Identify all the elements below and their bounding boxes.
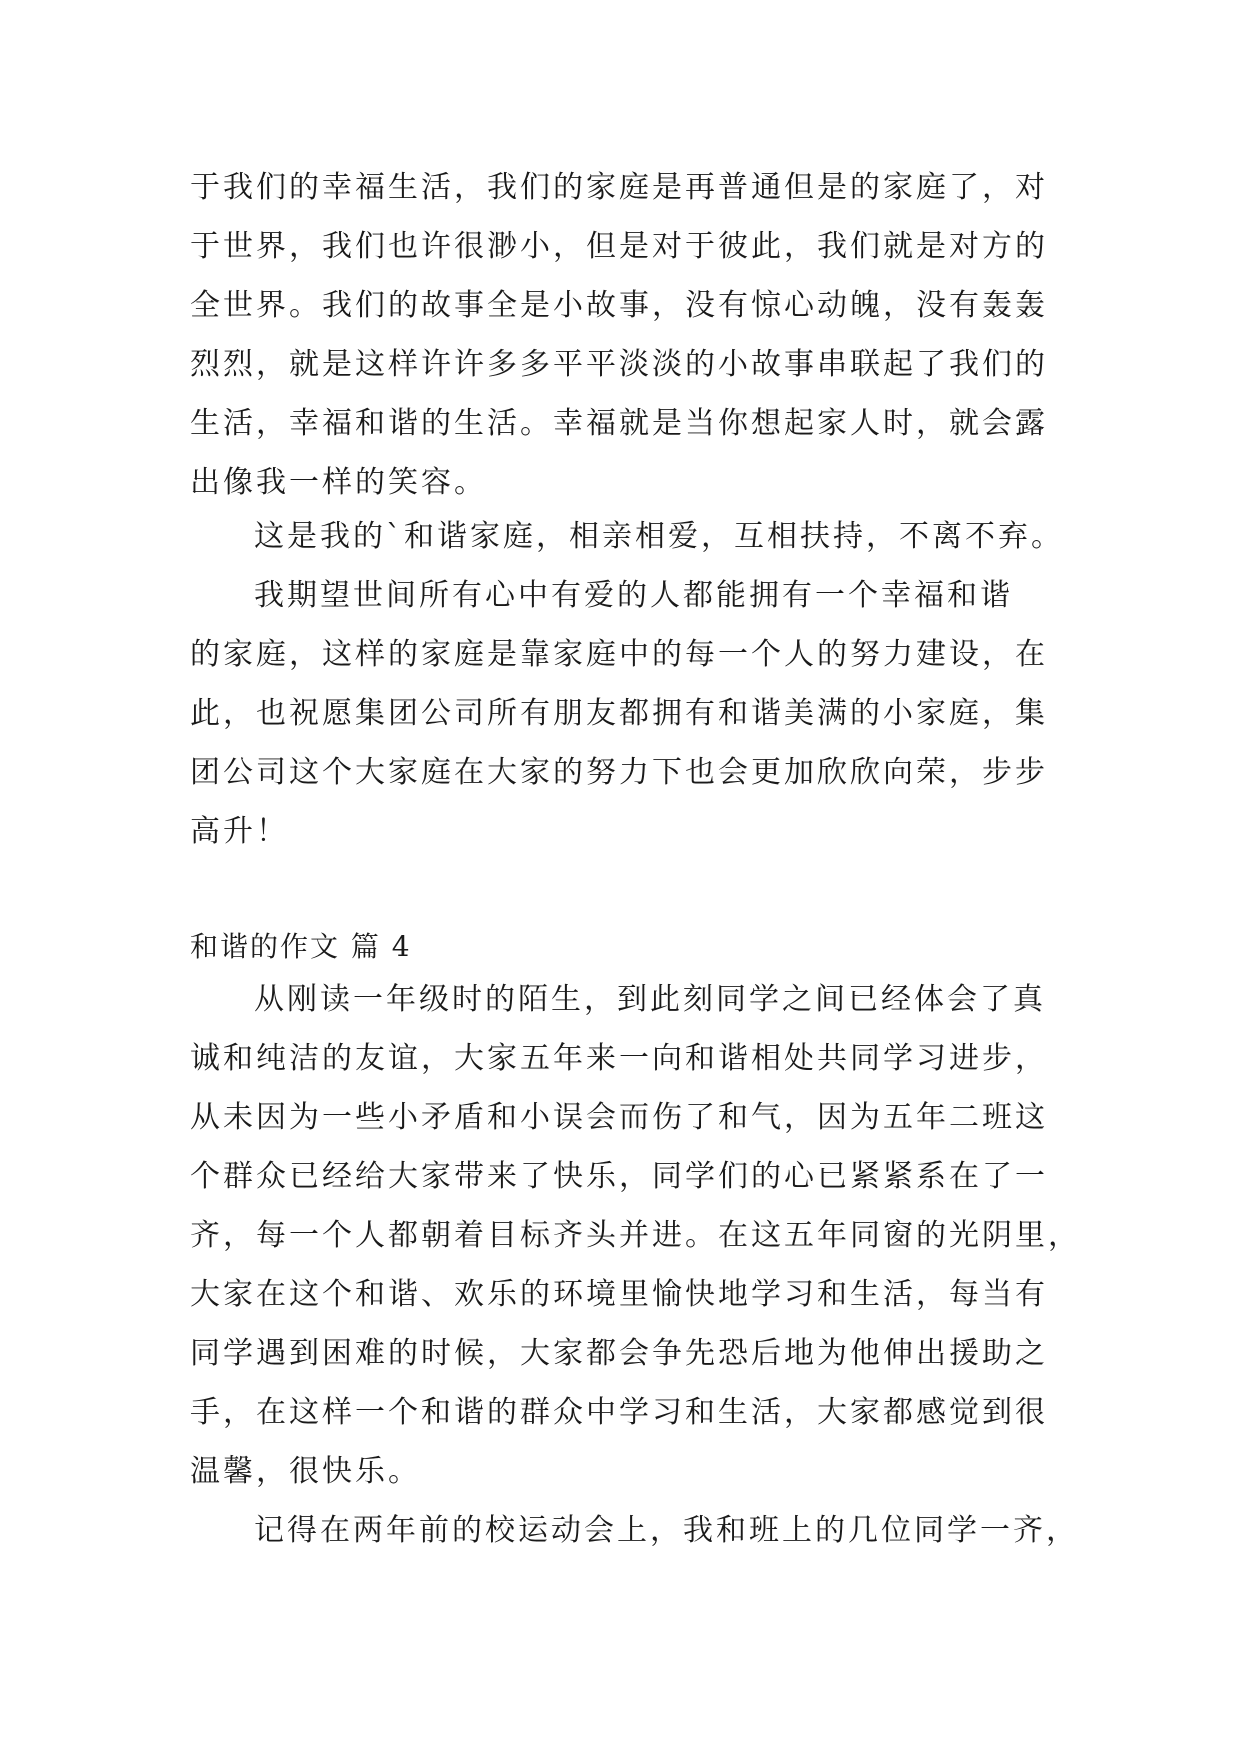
text-line: 手，在这样一个和谐的群众中学习和生活，大家都感觉到很 (190, 1395, 1048, 1430)
text-line: 于世界，我们也许很渺小，但是对于彼此，我们就是对方的 (190, 229, 1048, 264)
text-line: 生活，幸福和谐的生活。幸福就是当你想起家人时，就会露 (190, 406, 1048, 441)
paragraph-group (190, 507, 1064, 861)
text-line: 全世界。我们的故事全是小故事，没有惊心动魄，没有轰轰 (190, 288, 1048, 323)
text-line: 从未因为一些小矛盾和小误会而伤了和气，因为五年二班这 (190, 1100, 1048, 1135)
text-line: 我期望世间所有心中有爱的人都能拥有一个幸福和谐 (254, 578, 1013, 613)
text-line: 的家庭，这样的家庭是靠家庭中的每一个人的努力建设，在 (190, 637, 1048, 672)
text-line: 从刚读一年级时的陌生，到此刻同学之间已经体会了真 (254, 982, 1046, 1017)
text-line: 此，也祝愿集团公司所有朋友都拥有和谐美满的小家庭，集 (190, 696, 1048, 731)
text-line: 出像我一样的笑容。 (190, 465, 487, 500)
text-line: 温馨，很快乐。 (190, 1454, 421, 1489)
text-line: 同学遇到困难的时候，大家都会争先恐后地为他伸出援助之 (190, 1336, 1048, 1371)
text-line: 大家在这个和谐、欢乐的环境里愉快地学习和生活，每当有 (190, 1277, 1048, 1312)
text-line: 这是我的`和谐家庭，相亲相爱，互相扶持，不离不弃。 (254, 519, 1064, 554)
text-line: 烈烈，就是这样许许多多平平淡淡的小故事串联起了我们的 (190, 347, 1048, 382)
text-line: 高升！ (190, 814, 289, 849)
section-body (190, 970, 1081, 1560)
text-line: 记得在两年前的校运动会上，我和班上的几位同学一齐， (254, 1513, 1079, 1548)
paragraph (190, 158, 1060, 512)
text-line: 齐，每一个人都朝着目标齐头并进。在这五年同窗的光阴里， (190, 1218, 1081, 1253)
text-line: 个群众已经给大家带来了快乐，同学们的心已紧紧系在了一 (190, 1159, 1048, 1194)
text-line: 诚和纯洁的友谊，大家五年来一向和谐相处共同学习进步， (190, 1041, 1048, 1076)
text-line: 于我们的幸福生活，我们的家庭是再普通但是的家庭了，对 (190, 170, 1048, 205)
text-line: 团公司这个大家庭在大家的努力下也会更加欣欣向荣，步步 (190, 755, 1048, 790)
section-heading: 和谐的作文 篇 4 (190, 930, 412, 963)
